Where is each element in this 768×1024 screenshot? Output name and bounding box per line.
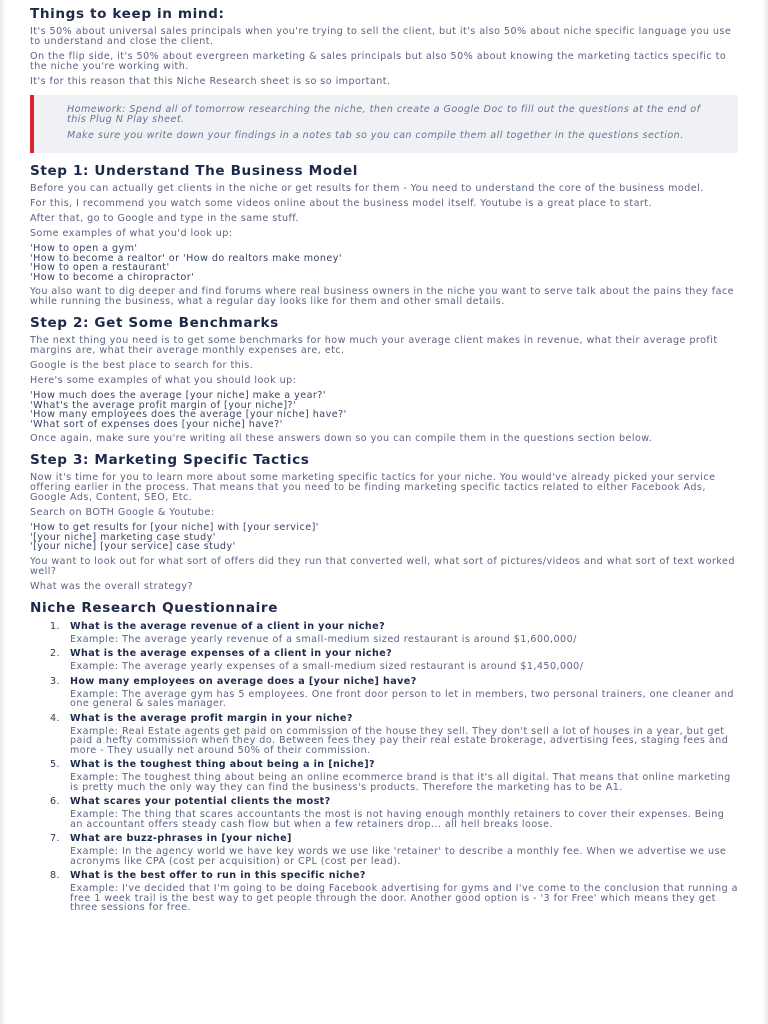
list-item <box>30 870 738 913</box>
question <box>30 870 738 881</box>
list-item <box>30 796 738 829</box>
example-line: 'How to get results for [your niche] with [your service]' <box>30 522 319 533</box>
question-text: What is the average profit margin in your niche? <box>70 712 353 724</box>
list-item <box>30 676 738 709</box>
question-list <box>30 621 738 913</box>
step2-paragraph: Once again, make sure you're writing all these answers down so you can compile them in the questions section below. <box>30 433 653 444</box>
list-item <box>30 648 738 672</box>
step3-paragraph: Search on BOTH Google & Youtube: <box>30 507 215 518</box>
question-number: 4. <box>50 712 60 724</box>
step3-paragraph: You want to look out for what sort of offers did they run that converted well, what sort of pictures/videos and what sort of text worked well? <box>30 555 735 577</box>
question <box>30 648 738 659</box>
question-number: 7. <box>50 833 60 844</box>
example-line: 'How to open a gym' <box>30 243 138 254</box>
step3-paragraph: What was the overall strategy? <box>30 580 194 592</box>
homework-note: Make sure you write down your findings in a notes tab so you can compile them all together in the questions section. <box>67 130 684 141</box>
intro-heading: Things to keep in mind: <box>30 6 225 22</box>
example-line: 'What sort of expenses does [your niche] have?' <box>30 418 283 430</box>
question <box>30 621 738 632</box>
question-example: Example: The average yearly expenses of a small-medium sized restaurant is around $1,450,000/ <box>70 661 584 672</box>
question-text: What is the average expenses of a client in your niche? <box>70 648 393 659</box>
question-text: What scares your potential clients the most? <box>70 796 331 807</box>
questionnaire-heading: Niche Research Questionnaire <box>30 599 279 616</box>
intro-paragraph: It's 50% about universal sales principals when you're trying to sell the client, but it's also 50% about niche specific language you use to understand and close the client. <box>30 26 732 47</box>
questionnaire-section <box>30 600 738 913</box>
question-example: Example: The toughest thing about being an online ecommerce brand is that it's all digital. That means that online marketing is pretty much the only way they can find the business's products. Therefore the marketing has to be A1. <box>70 772 731 793</box>
question-number: 2. <box>50 648 60 659</box>
example-line: 'How to become a chiropractor' <box>30 271 195 283</box>
question-example: Example: The average yearly revenue of a small-medium sized restaurant is around $1,600,000/ <box>70 633 577 645</box>
intro-paragraph: On the flip side, it's 50% about evergreen marketing & sales principals but also 50% about knowing the marketing tactics specific to the niche you're working with. <box>30 51 727 72</box>
step2-paragraph: Google is the best place to search for this. <box>30 360 254 371</box>
step1-section <box>30 163 738 307</box>
step3-section <box>30 452 738 592</box>
question <box>30 796 738 807</box>
example-line: '[your niche] marketing case study' <box>30 531 216 543</box>
step2-paragraph: The next thing you need is to get some benchmarks for how much your average client makes in revenue, what their average profit margins are, what their average monthly expenses are, etc. <box>30 335 718 356</box>
question-example: Example: Real Estate agents get paid on commission of the house they sell. They don't sell a lot of houses in a year, but get paid a hefty commission when they do. Between fees they pay their real estate brokerage, advertising fees, staging fees and more - They usually net around 50% of their commission. <box>70 725 729 756</box>
question-text: How many employees on average does a [your niche] have? <box>70 675 417 687</box>
question-example: Example: In the agency world we have key words we use like 'retainer' to describe a monthly fee. When we advertise we use acronyms like CPA (cost per acquisition) or CPL (cost per lead). <box>70 846 727 867</box>
question <box>30 676 738 687</box>
list-item <box>30 713 738 756</box>
example-line: 'How to open a restaurant' <box>30 262 170 273</box>
question-number: 5. <box>50 759 60 770</box>
step3-paragraph: Now it's time for you to learn more about some marketing specific tactics for your niche. You would've already picked your service offering earlier in the process. That means that you need to be finding marketing specific tactics related to either Facebook Ads, Google Ads, Content, SEO, Etc. <box>30 472 716 503</box>
question-text: What is the average revenue of a client in your niche? <box>70 620 386 632</box>
step2-paragraph: Here's some examples of what you should look up: <box>30 375 297 386</box>
question-example: Example: The thing that scares accountants the most is not having enough monthly retainers to cover their expenses. Being an accountant offers steady cash flow but when a few retainers drop... all hell breaks loose. <box>70 809 725 830</box>
step1-examples <box>30 244 738 282</box>
step1-heading: Step 1: Understand The Business Model <box>30 163 359 179</box>
homework-callout <box>30 95 738 153</box>
step2-section <box>30 315 738 444</box>
step1-paragraph: Before you can actually get clients in the niche or get results for them - You need to understand the core of the business model. <box>30 183 704 194</box>
question-number: 8. <box>50 870 60 881</box>
step1-paragraph: For this, I recommend you watch some videos online about the business model itself. Youtube is a great place to start. <box>30 198 653 209</box>
step2-examples <box>30 391 738 429</box>
homework-text: Homework: Spend all of tomorrow researching the niche, then create a Google Doc to fill out the questions at the end of this Plug N Play sheet. <box>67 104 701 125</box>
example-line: 'How many employees does the average [your niche] have?' <box>30 409 347 420</box>
question-number: 1. <box>50 620 60 632</box>
question-example: Example: The average gym has 5 employees. One front door person to let in members, two personal trainers, one cleaner and one general & sales manager. <box>70 688 734 709</box>
list-item <box>30 621 738 645</box>
list-item <box>30 833 738 866</box>
question-number: 3. <box>50 675 60 687</box>
question <box>30 713 738 724</box>
example-line: 'What's the average profit margin of [your niche]?' <box>30 399 297 411</box>
intro-section <box>30 6 738 87</box>
list-item <box>30 759 738 792</box>
example-line: 'How to become a realtor' or 'How do realtors make money' <box>30 252 342 264</box>
step2-heading: Step 2: Get Some Benchmarks <box>30 315 279 331</box>
step1-paragraph: Some examples of what you'd look up: <box>30 228 233 239</box>
step1-paragraph: After that, go to Google and type in the same stuff. <box>30 213 299 224</box>
step3-heading: Step 3: Marketing Specific Tactics <box>30 452 310 468</box>
question <box>30 833 738 844</box>
question-number: 6. <box>50 796 60 807</box>
step3-examples <box>30 523 738 552</box>
question-example: Example: I've decided that I'm going to be doing Facebook advertising for gyms and I've come to the conclusion that running a free 1 week trail is the best way to get people through the door. Another good option is - '3 for Free' which means they get three sessions for free. <box>70 883 738 913</box>
step1-paragraph: You also want to dig deeper and find forums where real business owners in the niche you want to serve talk about the pains they face while running the business, what a regular day looks like for them and other small details. <box>30 286 735 307</box>
question-text: What are buzz-phrases in [your niche] <box>70 833 292 844</box>
intro-paragraph: It's for this reason that this Niche Research sheet is so so important. <box>30 76 391 87</box>
example-line: '[your niche] [your service] case study' <box>30 541 236 552</box>
question-text: What is the best offer to run in this specific niche? <box>70 870 366 881</box>
example-line: 'How much does the average [your niche] make a year?' <box>30 390 326 401</box>
question <box>30 759 738 770</box>
question-text: What is the toughest thing about being a in [niche]? <box>70 759 375 770</box>
